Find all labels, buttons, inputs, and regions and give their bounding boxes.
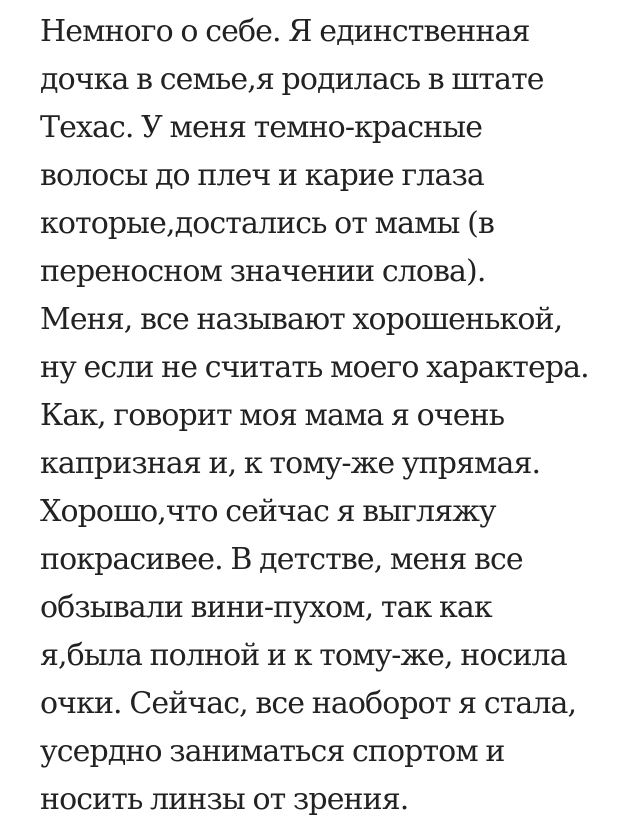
text-line: переносном значении слова). [40,254,486,289]
text-line: которые,достались от мамы (в [40,206,494,241]
text-line: усердно заниматься спортом и [40,734,505,769]
text-line: волосы до плеч и карие глаза [40,158,484,193]
text-line: обзывали вини-пухом, так как [40,590,492,625]
text-line: ну если не считать моего характера. [40,350,589,385]
text-line: покрасивее. В детстве, меня все [40,542,523,577]
text-line: носить линзы от зрения. [40,782,409,817]
text-line: дочка в семье,я родилась в штате [40,62,544,97]
text-line: Как, говорит моя мама я очень [40,398,505,433]
text-line: очки. Сейчас, все наоборот я стала, [40,686,577,721]
text-line: Хорошо,что сейчас я выгляжу [40,494,496,529]
article-text [40,8,636,824]
text-line: Немного о себе. Я единственная [40,14,530,49]
text-line: я,была полной и к тому-же, носила [40,638,567,673]
text-line: Техас. У меня темно-красные [40,110,483,145]
text-line: Меня, все называют хорошенькой, [40,302,563,337]
text-line: капризная и, к тому-же упрямая. [40,446,541,481]
